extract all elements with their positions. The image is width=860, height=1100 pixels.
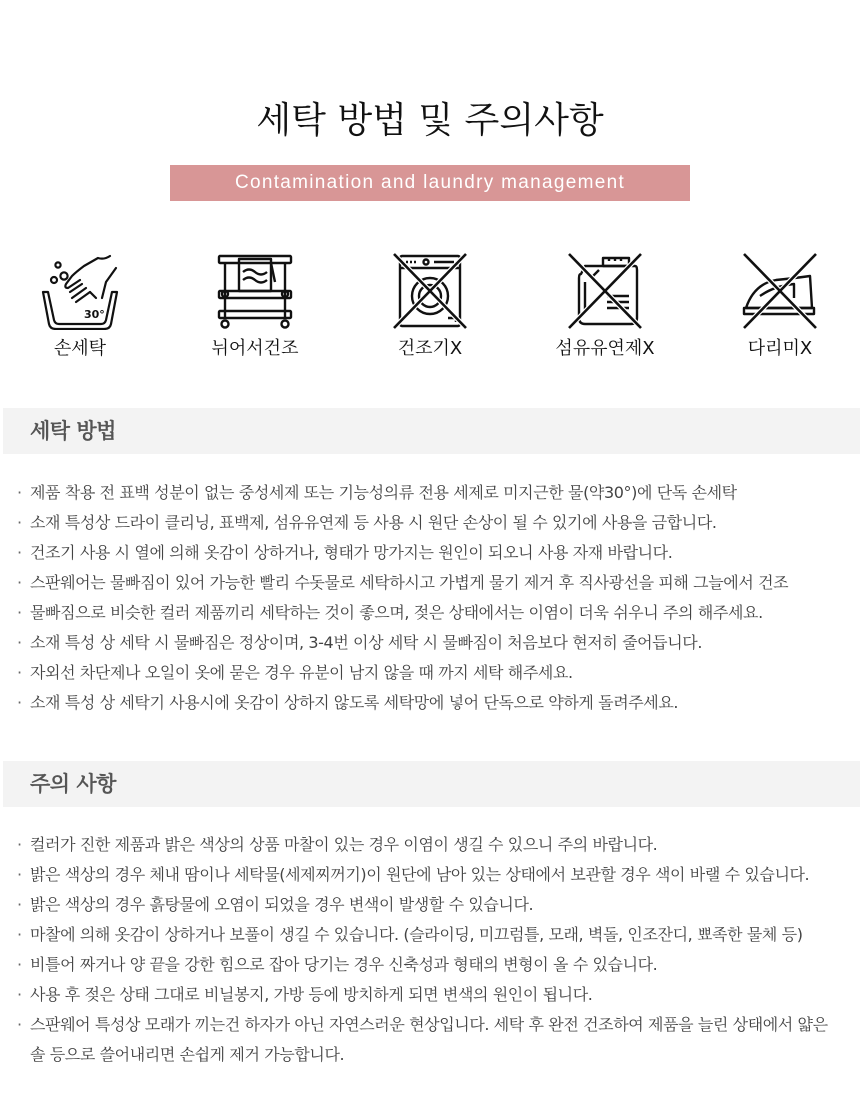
svg-text:30°: 30° — [84, 308, 105, 321]
page-title: 세탁 방법 및 주의사항 — [256, 100, 604, 141]
no-fabric-softener-icon — [565, 252, 645, 330]
no-iron-icon — [740, 252, 820, 330]
list-item: · 스판웨어 특성상 모래가 끼는건 하자가 아닌 자연스러운 현상입니다. 세탁 후 완전 건조하여 제품을 늘린 상태에서 얇은 솔 등으로 쓸어내리면 손쉽게 제거 가능합니다. — [17, 1010, 847, 1070]
list-item: · 제품 착용 전 표백 성분이 없는 중성세제 또는 기능성의류 전용 세제로 미지근한 물(약30°)에 단독 손세탁 — [17, 478, 857, 508]
care-item-hand-wash — [5, 252, 155, 360]
care-label: 뉘어서건조 — [211, 338, 299, 359]
care-label: 손세탁 — [53, 338, 107, 359]
list-item: · 컬러가 진한 제품과 밝은 색상의 상품 마찰이 있는 경우 이염이 생길 수 있으니 주의 바랍니다. — [17, 830, 857, 860]
list-item: · 소재 특성 상 세탁기 사용시에 옷감이 상하지 않도록 세탁망에 넣어 단독으로 약하게 돌려주세요. — [17, 688, 857, 718]
care-icon-row — [0, 252, 860, 362]
subtitle-band: Contamination and laundry management — [170, 165, 690, 201]
washing-method-list — [17, 478, 857, 718]
no-tumble-dryer-icon — [390, 252, 470, 330]
list-item: · 소재 특성상 드라이 클리닝, 표백제, 섬유유연제 등 사용 시 원단 손상이 될 수 있기에 사용을 금합니다. — [17, 508, 857, 538]
list-item: · 스판웨어는 물빠짐이 있어 가능한 빨리 수돗물로 세탁하시고 가볍게 물기 제거 후 직사광선을 피해 그늘에서 건조 — [17, 568, 857, 598]
care-item-no-softener — [530, 252, 680, 360]
section-title: 세탁 방법 — [30, 419, 116, 443]
care-item-hang-dry — [180, 252, 330, 360]
list-item: · 사용 후 젖은 상태 그대로 비닐봉지, 가방 등에 방치하게 되면 변색의 원인이 됩니다. — [17, 980, 857, 1010]
precautions-header — [3, 761, 860, 807]
list-item: · 밝은 색상의 경우 체내 땀이나 세탁물(세제찌꺼기)이 원단에 남아 있는 상태에서 보관할 경우 색이 바랠 수 있습니다. — [17, 860, 857, 890]
list-item: · 건조기 사용 시 열에 의해 옷감이 상하거나, 형태가 망가지는 원인이 되오니 사용 자재 바랍니다. — [17, 538, 857, 568]
list-item: · 물빠짐으로 비슷한 컬러 제품끼리 세탁하는 것이 좋으며, 젖은 상태에서는 이염이 더욱 쉬우니 주의 해주세요. — [17, 598, 857, 628]
list-item: · 소재 특성 상 세탁 시 물빠짐은 정상이며, 3-4번 이상 세탁 시 물빠짐이 처음보다 현저히 줄어듭니다. — [17, 628, 857, 658]
hang-dry-rack-icon — [215, 252, 295, 330]
hand-wash-30-icon — [40, 252, 120, 330]
care-item-no-iron — [705, 252, 855, 360]
precautions-list — [17, 830, 857, 1070]
care-label: 건조기X — [397, 338, 463, 359]
list-item: · 자외선 차단제나 오일이 옷에 묻은 경우 유분이 남지 않을 때 까지 세탁 해주세요. — [17, 658, 857, 688]
list-item: · 밝은 색상의 경우 흙탕물에 오염이 되었을 경우 변색이 발생할 수 있습니다. — [17, 890, 857, 920]
care-label: 섬유유연제X — [555, 338, 655, 359]
section-title: 주의 사항 — [30, 772, 116, 796]
care-item-no-dryer — [355, 252, 505, 360]
list-item: · 비틀어 짜거나 양 끝을 강한 힘으로 잡아 당기는 경우 신축성과 형태의 변형이 올 수 있습니다. — [17, 950, 857, 980]
list-item: · 마찰에 의해 옷감이 상하거나 보풀이 생길 수 있습니다. (슬라이딩, 미끄럼틀, 모래, 벽돌, 인조잔디, 뾰족한 물체 등) — [17, 920, 857, 950]
care-label: 다리미X — [747, 338, 813, 359]
washing-method-header — [3, 408, 860, 454]
